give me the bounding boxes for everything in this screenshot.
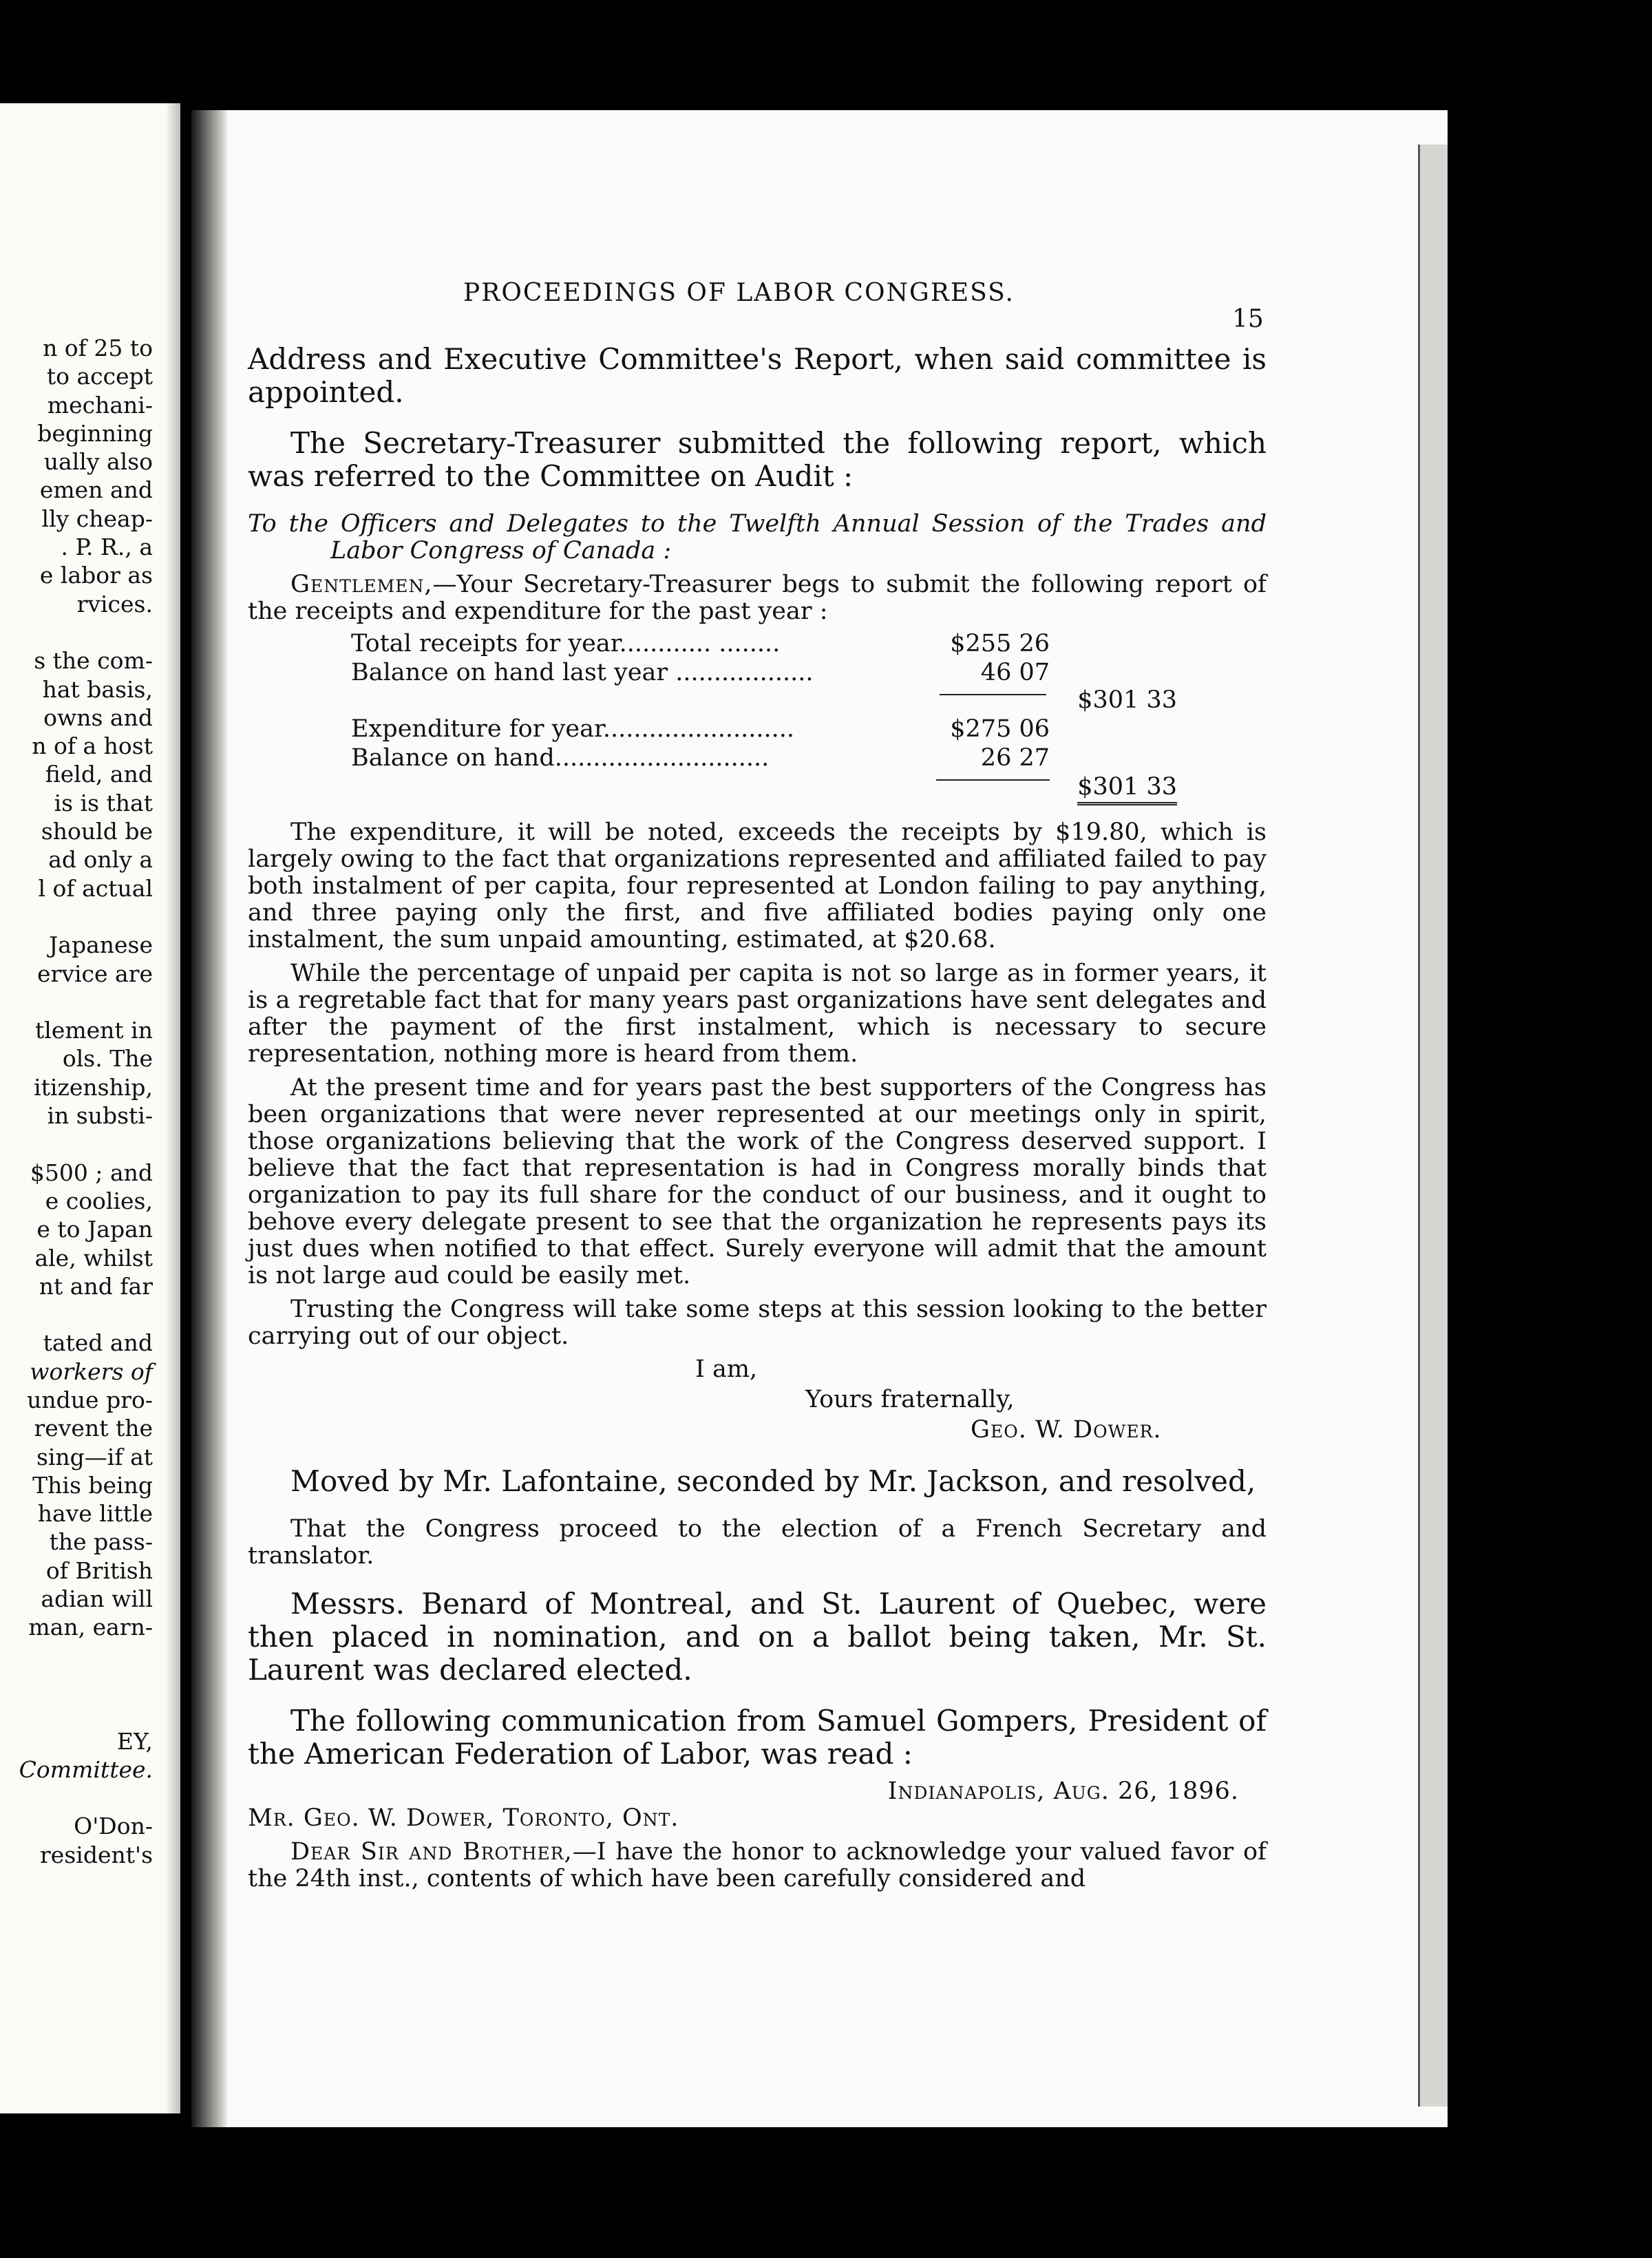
previous-page-text [19,334,153,1869]
previous-page-line: l of actual [38,874,153,902]
previous-page-line: s the com- [34,647,153,675]
letter-text: —I have the honor to acknowledge your valued favor of the 24th inst., contents of which have been carefully considered and [248,1838,1267,1892]
statement-row [351,658,1177,687]
previous-page-line: O'Don- [74,1813,153,1840]
previous-page-line: ale, whilst [34,1244,153,1272]
paragraph-trusting: Trusting the Congress will take some steps at this session looking to the better carrying out of our object. [248,1296,1267,1350]
previous-page-line: Committee. [19,1755,153,1783]
previous-page-line: itizenship, [34,1073,153,1101]
previous-page-line: have little [37,1500,153,1528]
statement-amount: 46 07 [980,659,1050,686]
left-gutter-shadow [165,103,180,2113]
statement-rule [351,687,1177,704]
statement-amount: $255 26 [950,630,1050,657]
salutation-text: —Your Secretary-Treasurer begs to submit the following report of the receipts and expenditure for the past year : [248,571,1267,625]
statement-total: $301 33 [1077,773,1177,805]
previous-page-line: EY, [116,1727,153,1755]
previous-page-line: ually also [43,448,153,476]
paragraph-election: Messrs. Benard of Montreal, and St. Laurent of Quebec, were then placed in nomination, and on a ballot being taken, Mr. St. Laurent was declared elected. [248,1587,1267,1687]
paragraph-secretary-report-intro: The Secretary-Treasurer submitted the following report, which was referred to the Committee on Audit : [248,426,1267,493]
previous-page-line: tated and [43,1329,153,1357]
statement-row [351,715,1177,743]
closing-i-am: I am, [695,1355,758,1383]
previous-page-line: mechani- [47,391,153,419]
previous-page-line: n of 25 to [43,335,153,361]
previous-page-line: lly cheap- [41,505,153,532]
previous-page-line: . P. R., a [61,534,153,561]
previous-page-line: ad only a [48,846,153,874]
previous-page-line: ols. The [62,1045,153,1073]
letter-recipient: Mr. Geo. W. Dower, Toronto, Ont. [248,1804,679,1832]
previous-page-line: emen and [39,476,153,504]
paragraph-communication: The following communication from Samuel Gompers, President of the American Federation of Labor, was read : [248,1704,1267,1771]
page-body [248,343,1267,1892]
previous-page-line: owns and [43,704,153,731]
previous-page-line: nt and far [39,1272,153,1300]
letter-salutation: Dear Sir and Brother, [290,1838,573,1866]
previous-page-line: adian will [41,1585,153,1613]
statement-row [351,743,1177,772]
letter-closing [248,1354,1267,1447]
previous-page-line: n of a host [32,732,153,760]
previous-page-line: workers of [30,1358,153,1385]
previous-page-line: rvices. [76,590,153,618]
previous-page-line: ervice are [37,960,153,987]
previous-page-line: e to Japan [36,1216,153,1243]
running-header: PROCEEDINGS OF LABOR CONGRESS. [463,279,1015,307]
statement-label: Expenditure for year......................... [351,715,794,743]
previous-page-line: sing—if at [36,1443,153,1470]
paragraph-resolution: That the Congress proceed to the election of a French Secretary and translator. [248,1515,1267,1570]
statement-amount: $275 06 [950,715,1050,743]
paragraph-unpaid-per-capita: While the percentage of unpaid per capita is not so large as in former years, it is a regretable fact that for many years past organizations have sent delegates and after the payment of the first instalment, which is necessary to secure representation, nothing more is heard from them. [248,960,1267,1068]
letter-dateline: Indianapolis, Aug. 26, 1896. [887,1777,1239,1805]
statement-label: Balance on hand............................ [351,744,770,772]
previous-page-line: undue pro- [27,1386,153,1413]
previous-page-line: e labor as [39,562,153,589]
paragraph-motion: Moved by Mr. Lafontaine, seconded by Mr. Jackson, and resolved, [290,1464,1256,1498]
statement-row [351,772,1177,801]
document-page [191,110,1448,2127]
previous-page-line: is is that [54,789,153,816]
previous-page-line: revent the [34,1415,153,1442]
book-spine-shadow [191,110,227,2127]
previous-page-line: to accept [46,363,153,390]
closing-yours: Yours fraternally, [805,1386,1015,1413]
previous-page-line: man, earn- [28,1614,153,1641]
report-opening [248,571,1267,625]
previous-page-line: hat basis, [42,675,153,703]
previous-page-line: field, and [45,761,153,788]
previous-page-line: $500 ; and [30,1159,153,1186]
paragraph-supporters: At the present time and for years past the best supporters of the Congress has been organizations that were never represented at our meetings only in spirit, those organizations believing that the work of the Congress deserved support. I believe that the fact that representation is had in Congress morally binds that organization to pay its full share for the conduct of our business, and it ought to behove every delegate present to see that the organization he represents pays its just dues when notified to that effect. Surely everyone will admit that the amount is not large aud could be easily met. [248,1074,1267,1289]
previous-page-line: e coolies, [45,1187,153,1214]
previous-page-line: of British [45,1557,153,1584]
letter-opening [248,1839,1267,1892]
statement-subtotal: $301 33 [1077,686,1177,714]
statement-label: Balance on hand last year .................. [351,659,814,686]
previous-page-line: should be [41,818,153,845]
statement-row [351,629,1177,658]
previous-page-line: in substi- [47,1102,153,1130]
report-address-line: To the Officers and Delegates to the Twelfth Annual Session of the Trades and Labor Congress of Canada : [248,510,1267,564]
page-edge [1418,145,1448,2107]
previous-page-line: This being [32,1471,153,1499]
paragraph-address-report: Address and Executive Committee's Report, when said committee is appointed. [248,342,1267,409]
page-number: 15 [1232,305,1264,333]
financial-statement [351,629,1177,801]
previous-page-line: Japanese [49,931,153,959]
previous-page-line: tlement in [35,1017,153,1044]
statement-amount: 26 27 [980,744,1050,772]
previous-page-fragment [0,103,180,2113]
previous-page-line: beginning [37,419,153,447]
salutation: Gentlemen, [290,571,433,598]
previous-page-line: resident's [40,1841,153,1868]
signature: Geo. W. Dower. [971,1416,1162,1444]
statement-label: Total receipts for year............ ........ [351,630,781,657]
paragraph-expenditure: The expenditure, it will be noted, exceeds the receipts by $19.80, which is largely owing to the fact that organizations represented and affiliated failed to pay both instalment of per capita, four represented at London failing to pay anything, and three paying only the first, and five affiliated bodies paying only one instalment, the sum unpaid amounting, estimated, at $20.68. [248,819,1267,953]
previous-page-line: the pass- [49,1528,153,1556]
